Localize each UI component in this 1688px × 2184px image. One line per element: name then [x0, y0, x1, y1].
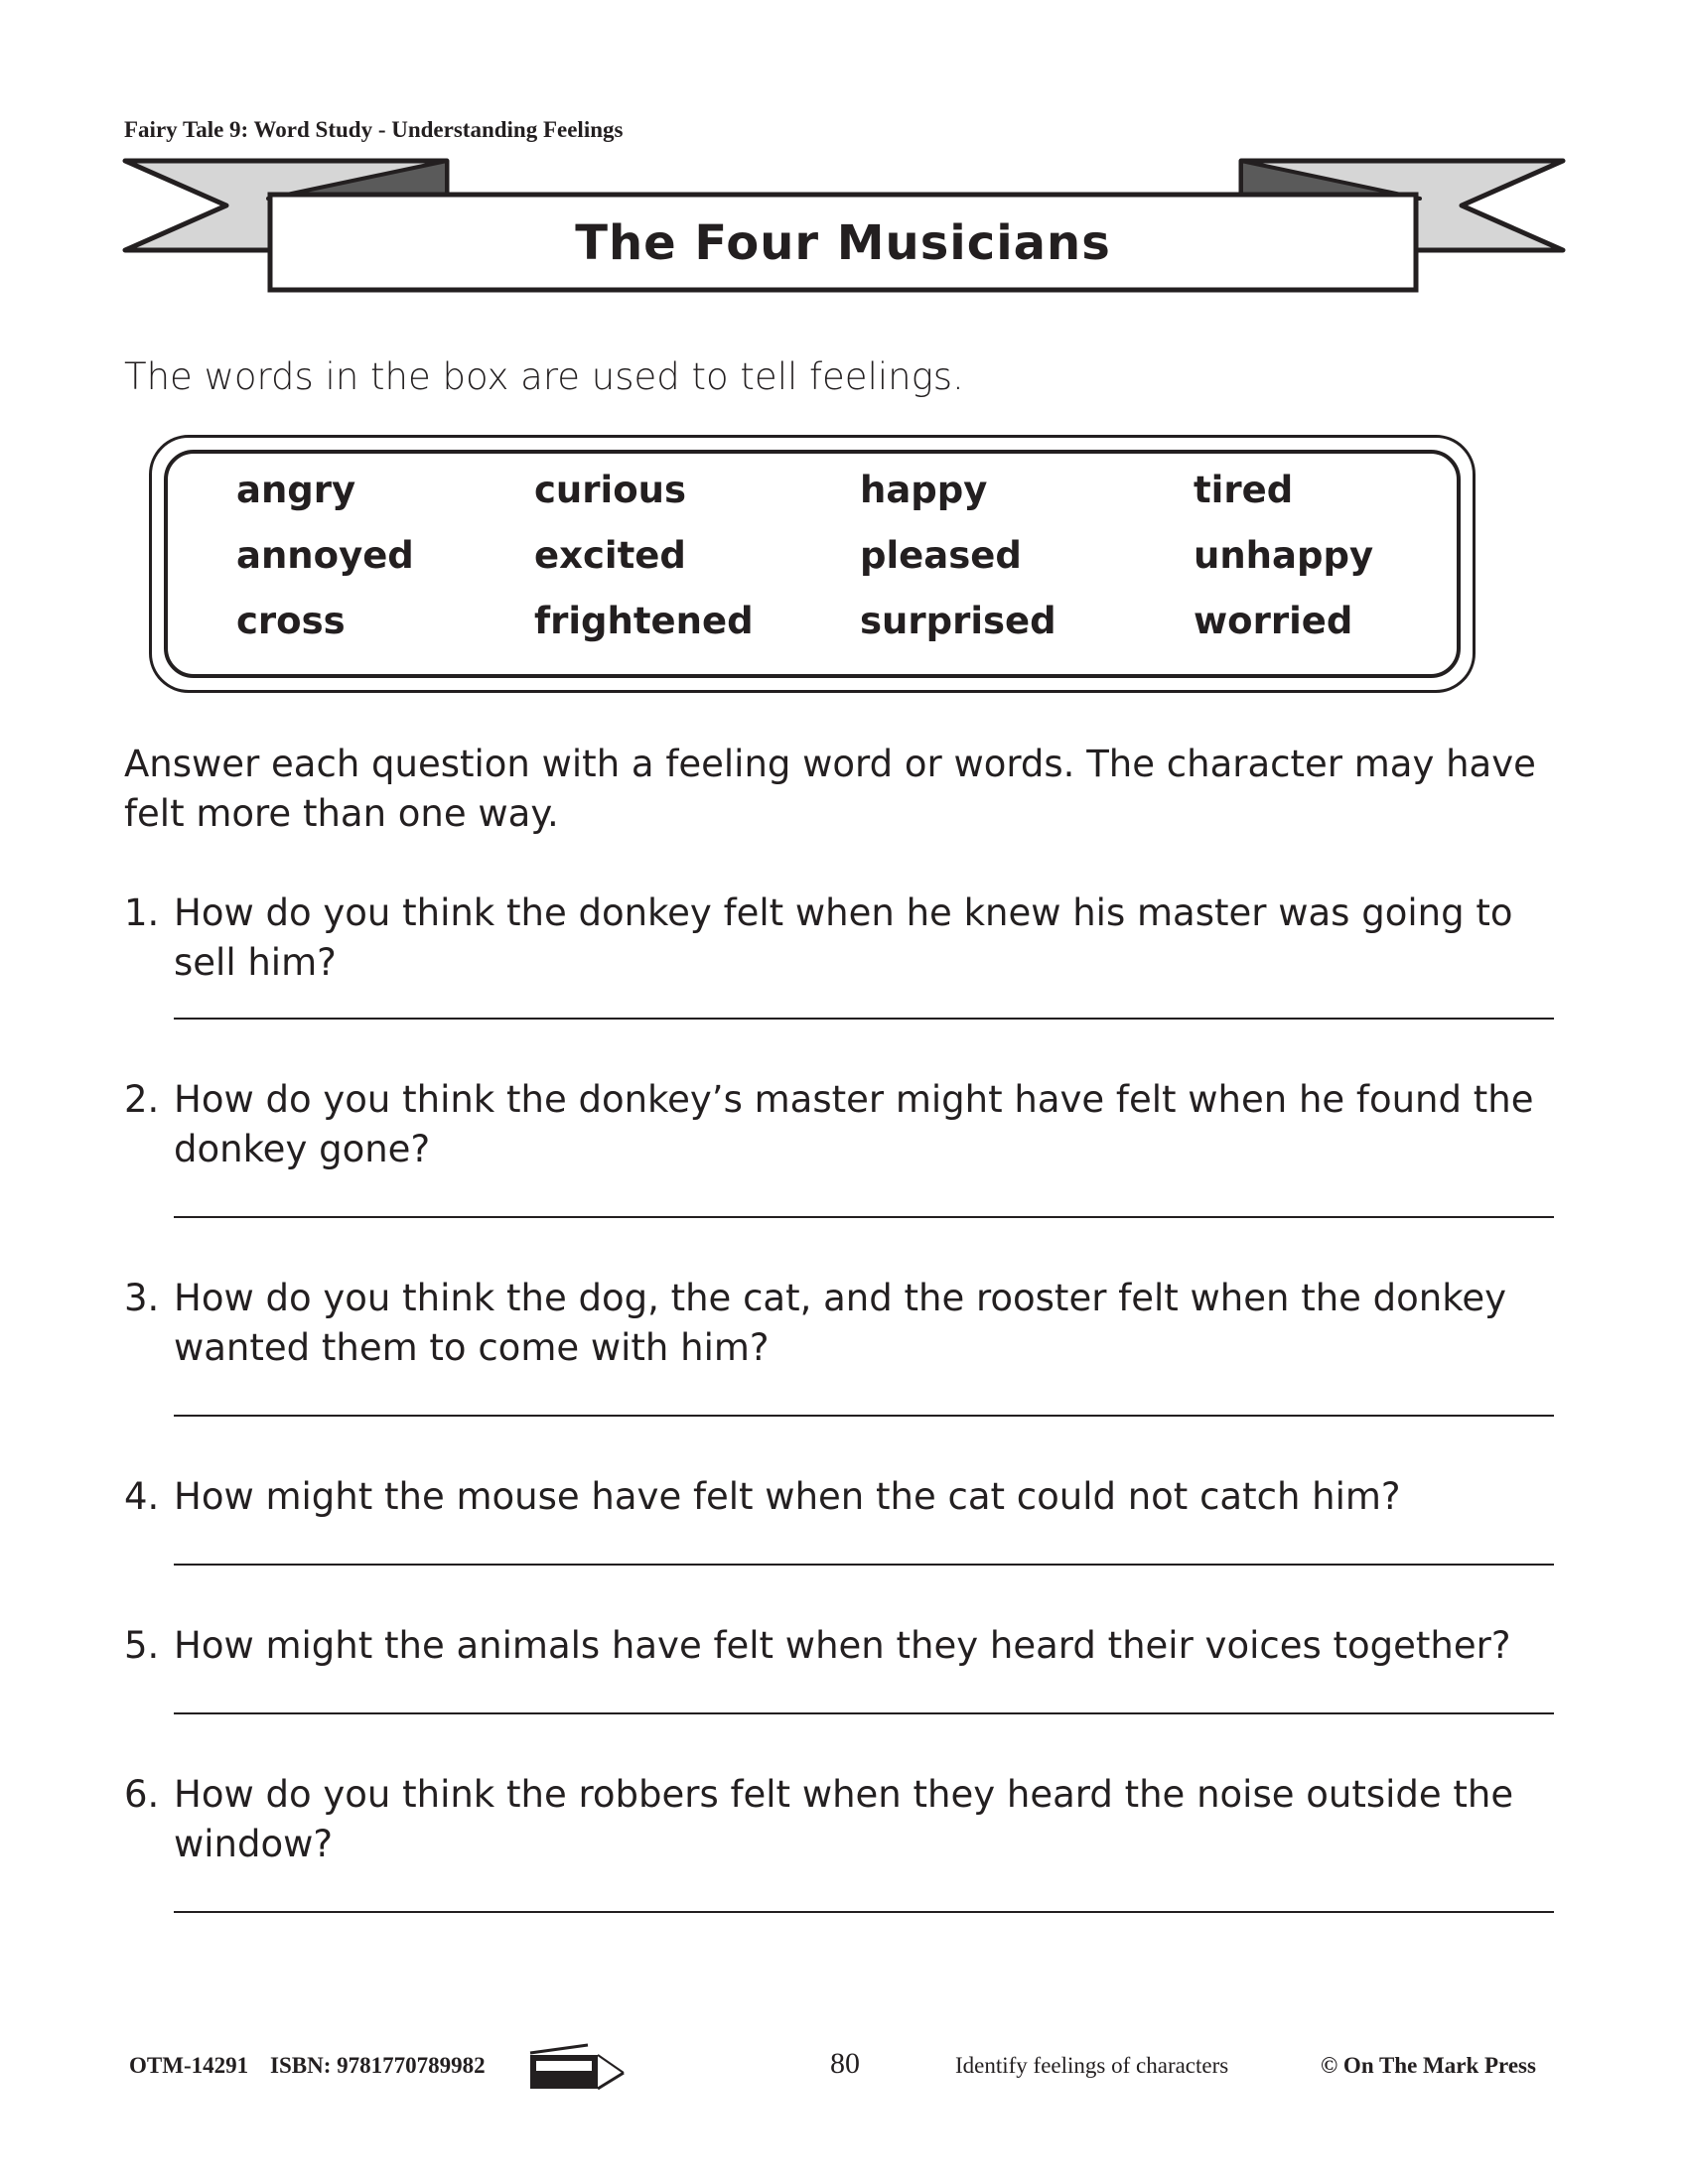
answer-line[interactable]: [174, 1911, 1554, 1913]
question-text: How might the mouse have felt when the cat could not catch him?: [174, 1475, 1401, 1518]
word-item: tired: [1194, 469, 1294, 511]
page-number: 80: [830, 2047, 860, 2080]
answer-line[interactable]: [174, 1415, 1554, 1417]
word-item: annoyed: [236, 534, 414, 577]
question-text: How do you think the dog, the cat, and the rooster felt when the donkey wanted them to come with him?: [174, 1277, 1507, 1369]
word-item: unhappy: [1194, 534, 1374, 577]
book-logo-icon: [528, 2043, 628, 2093]
question-text: How do you think the donkey felt when he knew his master was going to sell him?: [174, 891, 1513, 984]
page-title: The Four Musicians: [575, 215, 1111, 271]
answer-line[interactable]: [174, 1216, 1554, 1218]
question-text: How might the animals have felt when they heard their voices together?: [174, 1624, 1511, 1667]
product-code: OTM-14291: [129, 2053, 249, 2078]
answer-line[interactable]: [174, 1564, 1554, 1566]
isbn: ISBN: 9781770789982: [270, 2053, 486, 2078]
word-item: surprised: [860, 600, 1056, 642]
question-number: 5.: [124, 1624, 160, 1667]
question-number: 6.: [124, 1773, 160, 1816]
question-number: 2.: [124, 1078, 160, 1121]
answer-line[interactable]: [174, 1712, 1554, 1714]
word-item: excited: [534, 534, 686, 577]
question-text: How do you think the robbers felt when they heard the noise outside the window?: [174, 1773, 1514, 1865]
learning-objective: Identify feelings of characters: [955, 2053, 1229, 2078]
question-number: 3.: [124, 1277, 160, 1319]
worksheet-header: Fairy Tale 9: Word Study - Understanding Feelings: [124, 117, 624, 142]
instructions-text: Answer each question with a feeling word or words. The character may have felt more than one way.: [124, 743, 1536, 835]
word-item: happy: [860, 469, 988, 511]
answer-line[interactable]: [174, 1018, 1554, 1020]
word-item: cross: [236, 600, 346, 642]
publisher-copyright: © On The Mark Press: [1321, 2053, 1536, 2078]
word-item: pleased: [860, 534, 1022, 577]
intro-text: The words in the box are used to tell feelings.: [124, 355, 964, 398]
question-number: 4.: [124, 1475, 160, 1518]
word-item: frightened: [534, 600, 754, 642]
word-item: curious: [534, 469, 686, 511]
word-item: angry: [236, 469, 356, 511]
question-text: How do you think the donkey’s master might have felt when he found the donkey gone?: [174, 1078, 1534, 1170]
word-item: worried: [1194, 600, 1353, 642]
question-number: 1.: [124, 891, 160, 934]
